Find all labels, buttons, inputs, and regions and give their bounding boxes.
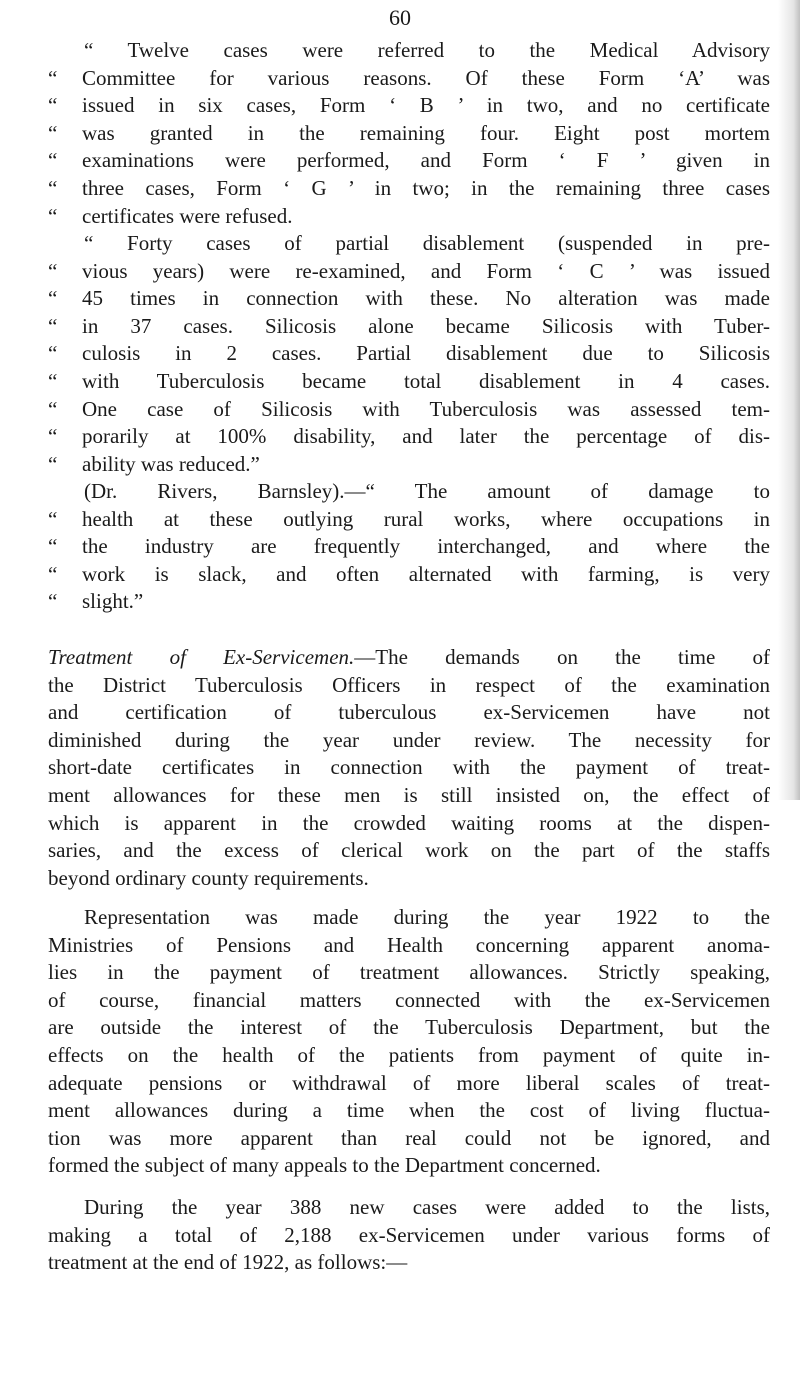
section-heading: Treatment of Ex-Servicemen. xyxy=(48,645,355,669)
text-line: “ slight.” xyxy=(48,589,144,614)
text-line: tion was more apparent than real could not be ignored, and xyxy=(48,1125,770,1150)
text-line: “ the industry are frequently interchanged, and where the xyxy=(48,534,770,559)
paragraph-partial-disablement xyxy=(48,230,770,478)
text-line: “ issued in six cases, Form ‘ B ’ in two, and no certificate xyxy=(48,93,770,118)
text-line: making a total of 2,188 ex-Servicemen under various forms of xyxy=(48,1222,770,1247)
page-edge-shadow xyxy=(778,0,800,800)
text-line: “ three cases, Form ‘ G ’ in two; in the remaining three cases xyxy=(48,175,770,200)
text-line: Treatment of Ex-Servicemen.—The demands on the time of xyxy=(48,645,770,669)
text-line: “ certificates were refused. xyxy=(48,203,293,228)
text-line: lies in the payment of treatment allowances. Strictly speaking, xyxy=(48,960,770,985)
text-line: ment allowances during a time when the cost of living fluctua- xyxy=(48,1098,770,1123)
text-line: “ in 37 cases. Silicosis alone became Silicosis with Tuber- xyxy=(48,313,770,338)
text-line: “ with Tuberculosis became total disablement in 4 cases. xyxy=(48,368,770,393)
text-line: “ porarily at 100% disability, and later the percentage of dis- xyxy=(48,424,770,449)
text-line: “ vious years) were re-examined, and Form ‘ C ’ was issued xyxy=(48,258,770,283)
text-line: ment allowances for these men is still insisted on, the effect of xyxy=(48,782,770,807)
text-line: Ministries of Pensions and Health concerning apparent anoma- xyxy=(48,932,770,957)
paragraph-new-cases xyxy=(48,1194,770,1277)
text-line: treatment at the end of 1922, as follows:— xyxy=(48,1250,408,1275)
text-line: “ One case of Silicosis with Tuberculosis was assessed tem- xyxy=(48,396,770,421)
text-line: effects on the health of the patients from payment of quite in- xyxy=(48,1042,770,1067)
text-line: are outside the interest of the Tuberculosis Department, but the xyxy=(48,1015,770,1040)
text-line: Representation was made during the year 1922 to the xyxy=(84,905,770,929)
paragraph-treatment-ex-servicemen xyxy=(48,644,770,892)
text-line: “ was granted in the remaining four. Eight post mortem xyxy=(48,120,770,145)
text-line: short-date certificates in connection with the payment of treat- xyxy=(48,755,770,780)
text-line: saries, and the excess of clerical work on the part of the staffs xyxy=(48,838,770,863)
text-line: “ 45 times in connection with these. No alteration was made xyxy=(48,286,770,311)
text-line: During the year 388 new cases were added to the lists, xyxy=(84,1195,770,1219)
text-line: diminished during the year under review. The necessity for xyxy=(48,727,770,752)
text-line: “ Forty cases of partial disablement (suspended in pre- xyxy=(84,231,770,255)
text-line: “ Committee for various reasons. Of these Form ‘A’ was xyxy=(48,65,770,90)
paragraph-medical-advisory xyxy=(48,37,770,230)
text-line: and certification of tuberculous ex-Servicemen have not xyxy=(48,700,770,725)
text-line: beyond ordinary county requirements. xyxy=(48,865,369,890)
text-line: “ examinations were performed, and Form ‘ F ’ given in xyxy=(48,148,770,173)
text-line: “ work is slack, and often alternated with farming, is very xyxy=(48,561,770,586)
text-line: adequate pensions or withdrawal of more liberal scales of treat- xyxy=(48,1070,770,1095)
text-line: (Dr. Rivers, Barnsley).—“ The amount of damage to xyxy=(84,479,770,503)
text-line: “ health at these outlying rural works, where occupations in xyxy=(48,506,770,531)
text-line: formed the subject of many appeals to the Department concerned. xyxy=(48,1153,601,1178)
paragraph-representation xyxy=(48,904,770,1180)
page-number: 60 xyxy=(389,5,411,30)
text-line: the District Tuberculosis Officers in respect of the examination xyxy=(48,672,770,697)
text-line: “ culosis in 2 cases. Partial disablement due to Silicosis xyxy=(48,341,770,366)
text-line: “ ability was reduced.” xyxy=(48,451,260,476)
text-line: which is apparent in the crowded waiting rooms at the dispen- xyxy=(48,810,770,835)
text-line: of course, financial matters connected with the ex-Servicemen xyxy=(48,987,770,1012)
paragraph-dr-rivers xyxy=(48,478,770,616)
text-line: “ Twelve cases were referred to the Medical Advisory xyxy=(84,38,770,62)
